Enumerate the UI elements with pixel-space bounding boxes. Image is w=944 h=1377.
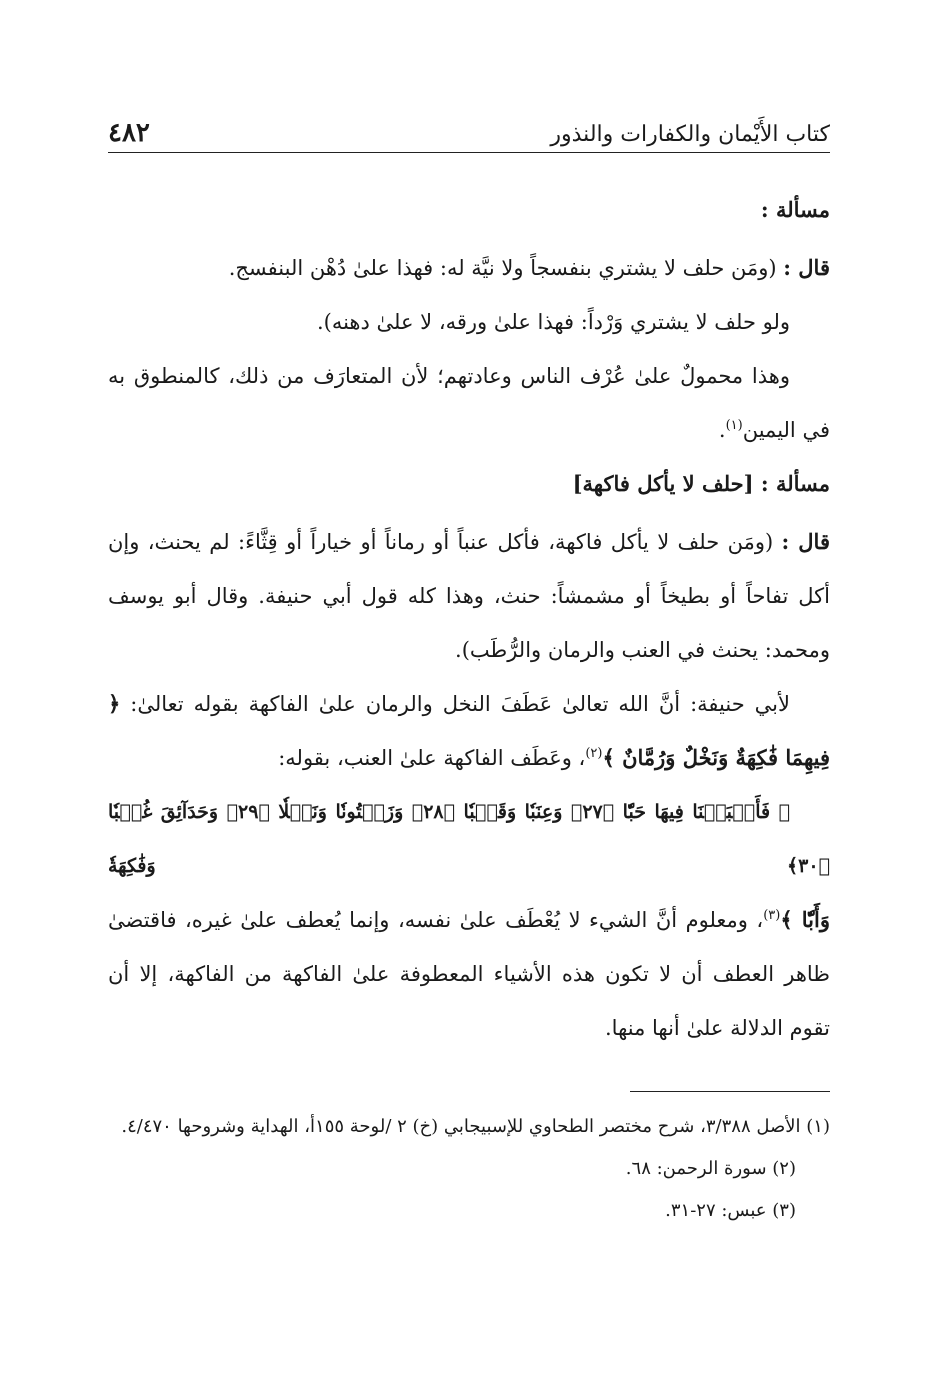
footnote-item: (١) الأصل ٣/٣٨٨، شرح مختصر الطحاوي للإسبيجابي (خ) ٢ /لوحة ١٥٥أ، الهداية وشروحها ٤/٤٧٠. (121, 1116, 830, 1137)
paragraph (108, 349, 830, 457)
paragraph-text: لأبي حنيفة: أنَّ الله تعالىٰ عَطَفَ النخل والرمان علىٰ الفاكهة بقوله تعالىٰ: (130, 692, 790, 716)
quran-quote-end: وَأَبّٗا ﴾ (780, 907, 830, 932)
issue-heading: مسألة : (760, 197, 830, 222)
paragraph (108, 241, 830, 295)
footnotes (108, 1106, 830, 1232)
footnote-divider (630, 1091, 830, 1092)
quran-quote: ﴿ فِيهِمَا فَٰكِهَةٌ وَنَخْلٌ وَرُمَّانٌ ﴾ (108, 691, 830, 770)
paragraph-lead: قال : (781, 529, 830, 554)
book-page (108, 96, 830, 1232)
footnote-item: (٣) عبس: ٢٧-٣١. (665, 1200, 796, 1221)
paragraph-end: . (718, 418, 726, 442)
footnote-item: (٢) سورة الرحمن: ٦٨. (625, 1158, 796, 1179)
paragraph-text: ، وعَطَف الفاكهة علىٰ العنب، بقوله: (278, 746, 586, 770)
issue-heading: مسألة : [حلف لا يأكل فاكهة] (572, 471, 830, 496)
book-title: كتاب الأَيْمان والكفارات والنذور (550, 122, 830, 147)
paragraph-text: (ومَن حلف لا يشتري بنفسجاً ولا نيَّة له: فهذا علىٰ دُهْن البنفسج. (228, 256, 777, 280)
footnote-ref[interactable]: (٣) (763, 908, 781, 923)
paragraph (108, 677, 830, 1055)
running-header (108, 96, 830, 153)
page-number: ٤٨٢ (108, 118, 150, 148)
paragraph-text: وهذا محمولٌ علىٰ عُرْف الناس وعادتهم؛ لأن المتعارَف من ذلك، كالمنطوق به في اليمين (108, 364, 830, 442)
quran-verses: ﴿ فَأَنۢبَتۡنَا فِيهَا حَبّٗا ﴿٢٧﴾ وَعِنَبٗا وَقَضۡبٗا ﴿٢٨﴾ وَزَيۡتُونٗا وَنَخۡلٗا ﴿٢٩﴾ وَحَدَآئِقَ غُلۡبٗا ﴿٣٠﴾ وَفَٰكِهَةٗ (108, 801, 830, 877)
paragraph: ولو حلف لا يشتري وَرْداً: فهذا علىٰ ورقه، لا علىٰ دهنه). (316, 310, 790, 334)
paragraph-text: (ومَن حلف لا يأكل فاكهة، فأكل عنباً أو رماناً أو خياراً أو قِثَّاءً: لم يحنث، وإن أكل تفاحاً أو بطيخاً أو مشمشاً: حنث، وهذا كله قول أبي حنيفة. وقال أبو يوسف ومحمد: يحنث في العنب والرمان والرُّطَب). (108, 530, 830, 662)
main-text (108, 183, 830, 1055)
paragraph (108, 515, 830, 677)
paragraph-text: ، ومعلوم أنَّ الشيء لا يُعْطَف علىٰ نفسه، وإنما يُعطف علىٰ غيره، فاقتضىٰ ظاهر العطف أن لا تكون هذه الأشياء المعطوفة علىٰ الفاكهة من الفاكهة، إلا أن تقوم الدلالة علىٰ أنها منها. (108, 908, 830, 1040)
paragraph-lead: قال : (783, 255, 830, 280)
footnote-ref[interactable]: (٢) (585, 746, 603, 761)
footnote-ref[interactable]: (١) (725, 418, 743, 433)
